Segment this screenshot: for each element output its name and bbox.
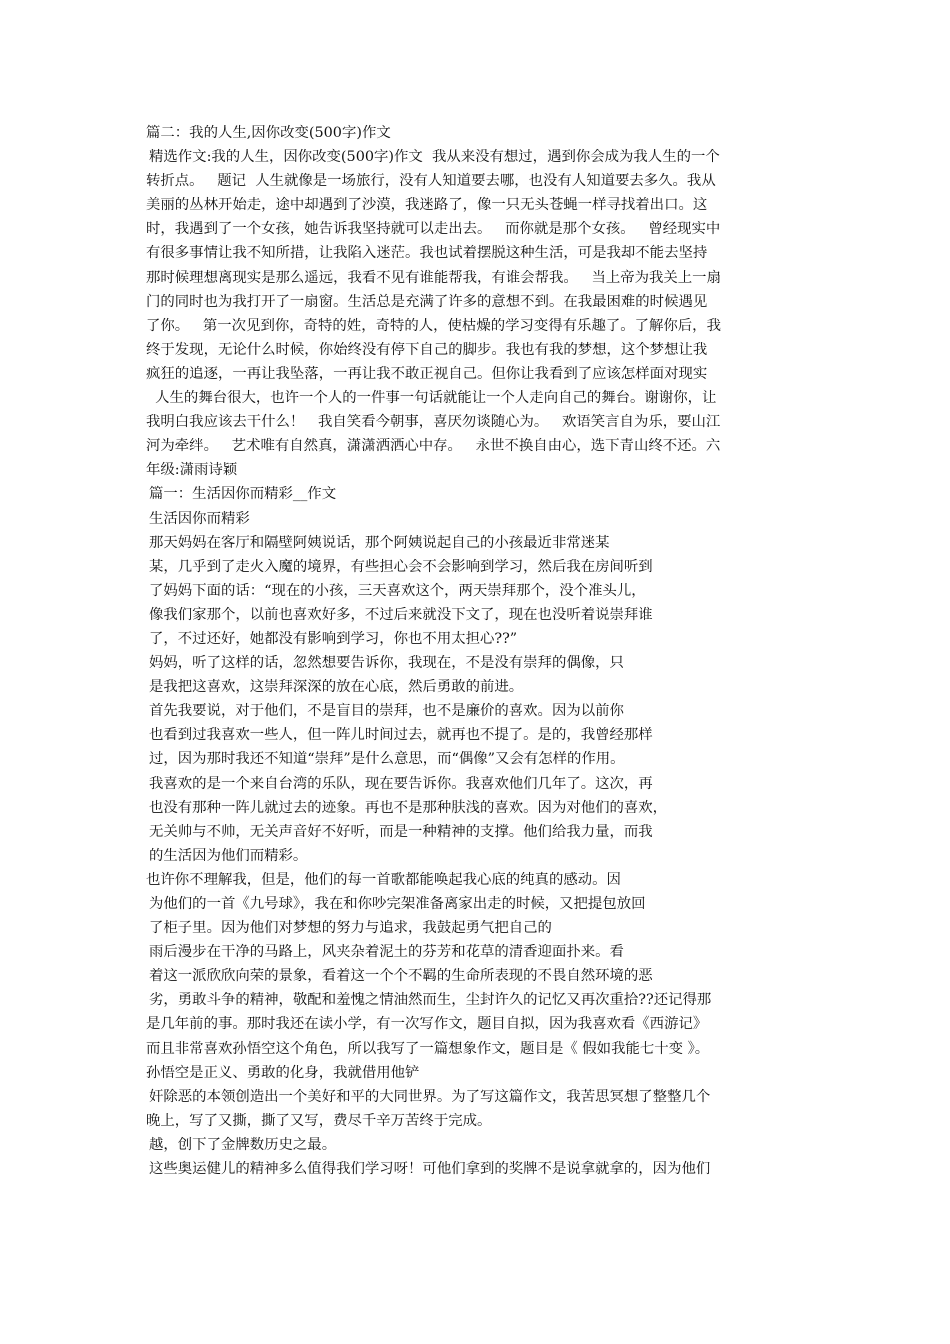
- text-line: 奸除恶的本领创造出一个美好和平的大同世界。为了写这篇作文，我苦思冥想了整整几个: [149, 1088, 711, 1105]
- document-body: [146, 121, 810, 1181]
- text-line: 生活因你而精彩: [149, 510, 250, 527]
- text-line: 而且非常喜欢孙悟空这个角色，所以我写了一篇想象作文，题目是《 假如我能七十变 》。: [146, 1040, 710, 1057]
- text-line: 是我把这喜欢，这崇拜深深的放在心底，然后勇敢的前进。: [149, 679, 524, 696]
- text-line: 年级:潇雨诗颖: [146, 462, 238, 479]
- text-line: 了妈妈下面的话：“现在的小孩，三天喜欢这个，两天崇拜那个，没个准头儿，: [149, 582, 646, 599]
- text-line: 那天妈妈在客厅和隔壁阿姨说话，那个阿姨说起自己的小孩最近非常迷某: [149, 534, 610, 551]
- text-line: 疯狂的追逐，一再让我坠落，一再让我不敢正视自己。但你让我看到了应该怎样面对现实: [146, 365, 708, 382]
- text-line: 也没有那种一阵儿就过去的迹象。再也不是那种肤浅的喜欢。因为对他们的喜欢，: [149, 799, 668, 816]
- text-line: 我喜欢的是一个来自台湾的乐队，现在要告诉你。我喜欢他们几年了。这次，再: [149, 775, 653, 792]
- text-line: 了柜子里。因为他们对梦想的努力与追求，我鼓起勇气把自己的: [149, 920, 552, 937]
- text-line: 是几年前的事。那时我还在读小学，有一次写作文，题目自拟，因为我喜欢看《西游记》: [146, 1016, 708, 1033]
- text-line: 孙悟空是正义、勇敢的化身，我就借用他铲: [146, 1064, 420, 1081]
- text-line: 了你。 第一次见到你，奇特的姓，奇特的人，使枯燥的学习变得有乐趣了。了解你后，我: [146, 317, 721, 334]
- text-line: 人生的舞台很大，也许一个人的一件事一句话就能让一个人走向自己的舞台。谢谢你，让: [146, 390, 717, 407]
- text-line: 劣，勇敢斗争的精神，敬配和羞愧之情油然而生，尘封许久的记忆又再次重拾??还记得那: [149, 992, 712, 1009]
- text-line: 某，几乎到了走火入魔的境界，有些担心会不会影响到学习，然后我在房间听到: [149, 558, 653, 575]
- text-line: 了，不过还好，她都没有影响到学习，你也不用太担心??”: [149, 630, 518, 647]
- text-line: 的生活因为他们而精彩。: [149, 847, 308, 864]
- text-line: 河为牵绊。 艺术唯有自然真，潇潇洒洒心中存。 永世不换自由心，选下青山终不还。六: [146, 438, 721, 455]
- text-line: 精选作文:我的人生，因你改变(500字)作文 我从来没有想过，遇到你会成为我人生的一个: [149, 149, 720, 166]
- text-line: 妈妈，听了这样的话，忽然想要告诉你，我现在，不是没有崇拜的偶像，只: [149, 655, 624, 672]
- text-line: 过，因为那时我还不知道“崇拜”是什么意思，而“偶像”又会有怎样的作用。: [149, 751, 625, 768]
- text-line: 这些奥运健儿的精神多么值得我们学习呀！可他们拿到的奖牌不是说拿就拿的，因为他们: [149, 1161, 711, 1178]
- text-line: 时，我遇到了一个女孩，她告诉我坚持就可以走出去。 而你就是那个女孩。 曾经现实中: [146, 221, 721, 238]
- text-line: 我明白我应该去干什么！ 我自笑看今朝事，喜厌勿谈随心为。 欢语笑言自为乐，要山江: [146, 414, 721, 431]
- text-line: 晚上，写了又撕，撕了又写，费尽千辛万苦终于完成。: [146, 1112, 492, 1129]
- text-line: 无关帅与不帅，无关声音好不好听，而是一种精神的支撑。他们给我力量，而我: [149, 823, 653, 840]
- text-line: 也许你不理解我，但是，他们的每一首歌都能唤起我心底的纯真的感动。因: [146, 871, 621, 888]
- text-line: 篇一：生活因你而精彩__作文: [149, 486, 337, 503]
- text-line: 有很多事情让我不知所措，让我陷入迷茫。我也试着摆脱这种生活，可是我却不能去坚持: [146, 245, 708, 262]
- text-line: 越，创下了金牌数历史之最。: [149, 1136, 337, 1153]
- text-line: 雨后漫步在干净的马路上，风夹杂着泥土的芬芳和花草的清香迎面扑来。看: [149, 944, 624, 961]
- text-line: 首先我要说，对于他们，不是盲目的崇拜，也不是廉价的喜欢。因为以前你: [149, 703, 624, 720]
- text-line: 美丽的丛林开始走，途中却遇到了沙漠，我迷路了，像一只无头苍蝇一样寻找着出口。这: [146, 197, 708, 214]
- text-line: 着这一派欣欣向荣的景象，看着这一个个不羁的生命所表现的不畏自然环境的恶: [149, 968, 653, 985]
- text-line: 像我们家那个，以前也喜欢好多，不过后来就没下文了，现在也没听着说崇拜谁: [149, 606, 653, 623]
- text-line: 那时候理想离现实是那么遥远，我看不见有谁能帮我，有谁会帮我。 当上帝为我关上一扇: [146, 269, 721, 286]
- text-line: 也看到过我喜欢一些人，但一阵儿时间过去，就再也不提了。是的，我曾经那样: [149, 727, 653, 744]
- text-line: 篇二：我的人生,因你改变(500字)作文: [146, 125, 391, 141]
- text-line: 终于发现，无论什么时候，你始终没有停下自己的脚步。我也有我的梦想，这个梦想让我: [146, 341, 708, 358]
- text-line: 转折点。 题记 人生就像是一场旅行，没有人知道要去哪，也没有人知道要去多久。我从: [146, 173, 716, 190]
- text-line: 为他们的一首《九号球》，我在和你吵完架准备离家出走的时候，又把提包放回: [149, 896, 646, 912]
- text-line: 门的同时也为我打开了一扇窗。生活总是充满了许多的意想不到。在我最困难的时候遇见: [146, 293, 708, 310]
